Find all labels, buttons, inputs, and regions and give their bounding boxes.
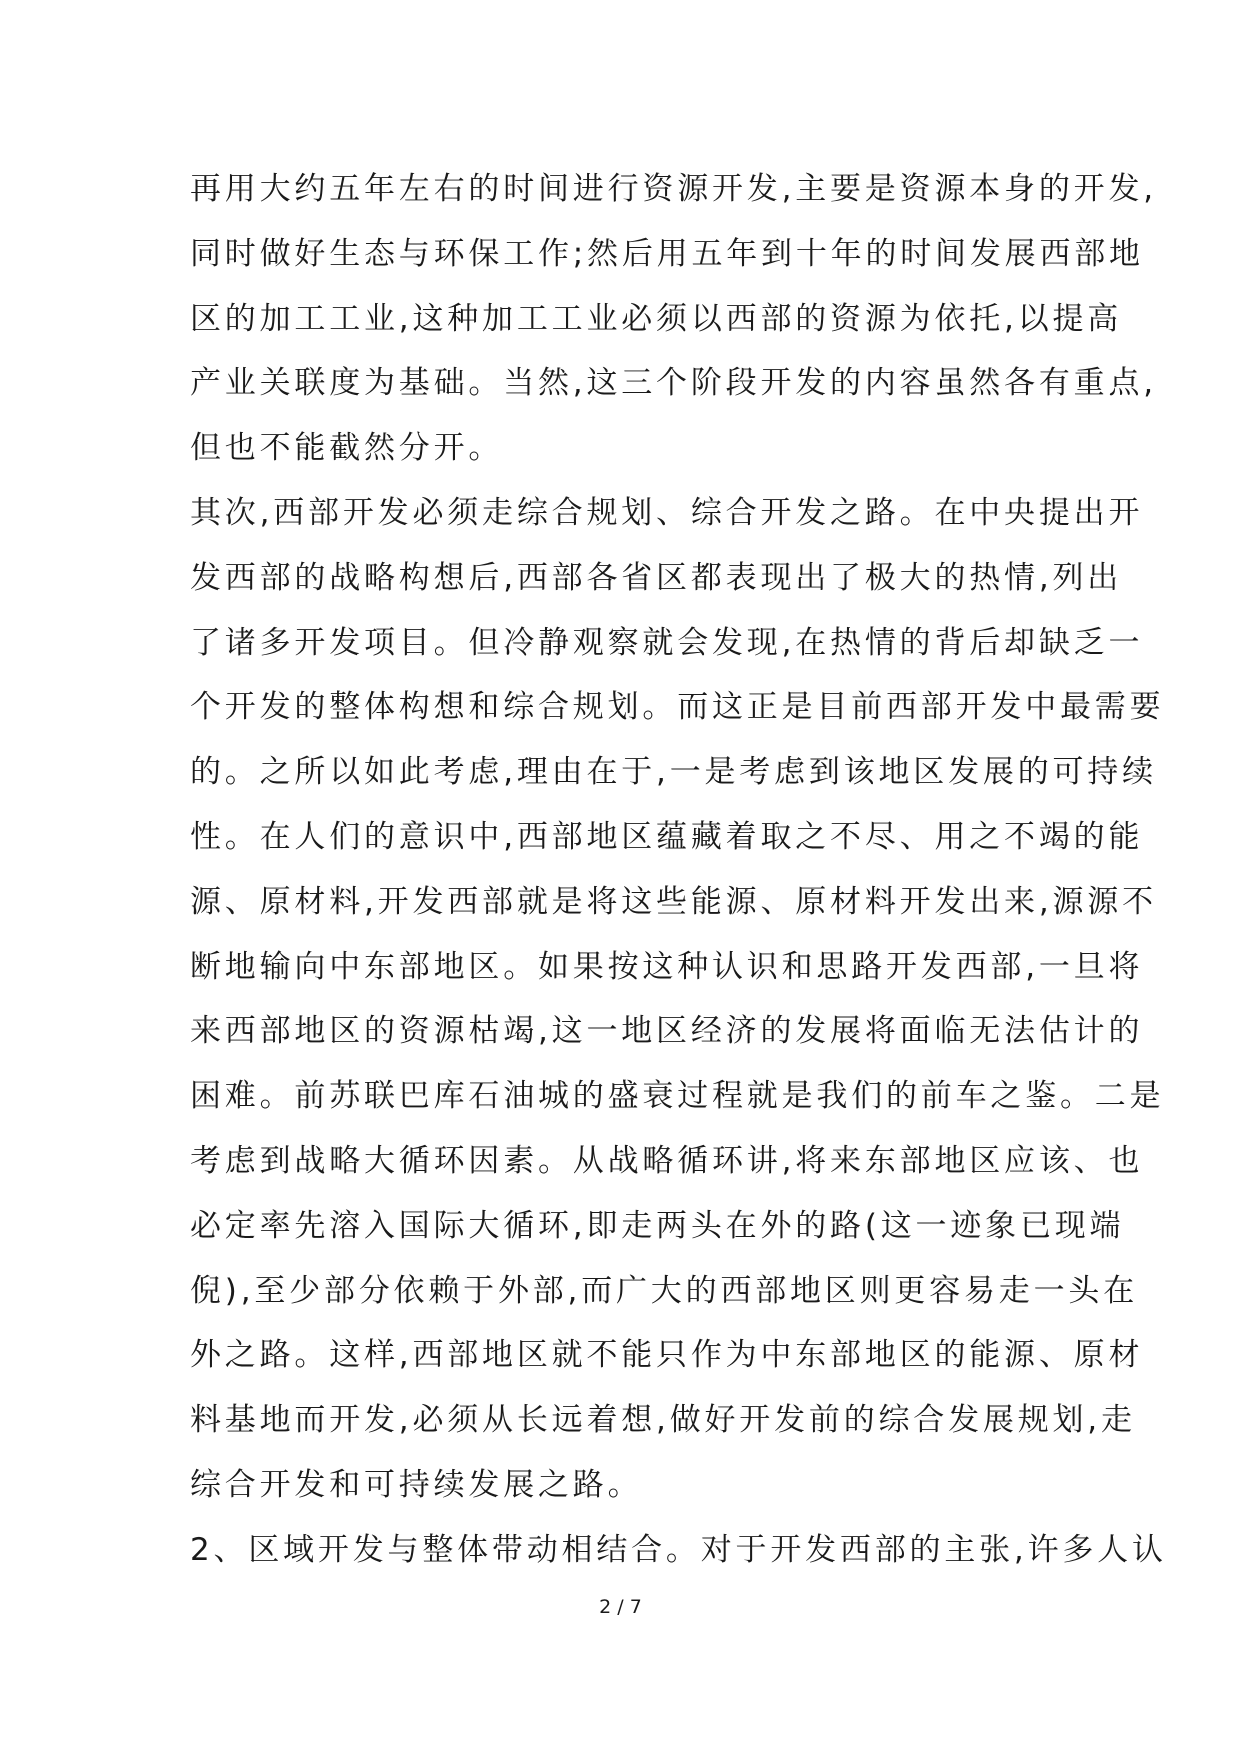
text-line: 料基地而开发,必须从长远着想,做好开发前的综合发展规划,走	[190, 1402, 1136, 1439]
text-line: 外之路。这样,西部地区就不能只作为中东部地区的能源、原材	[190, 1337, 1144, 1374]
text-line: 同时做好生态与环保工作;然后用五年到十年的时间发展西部地	[190, 235, 1144, 272]
text-line: 其次,西部开发必须走综合规划、综合开发之路。在中央提出开	[190, 494, 1144, 531]
text-line: 倪),至少部分依赖于外部,而广大的西部地区则更容易走一头在	[190, 1272, 1138, 1309]
text-line: 性。在人们的意识中,西部地区蕴藏着取之不尽、用之不竭的能	[190, 818, 1144, 855]
text-line: 必定率先溶入国际大循环,即走两头在外的路(这一迹象已现端	[190, 1207, 1125, 1244]
text-line: 发西部的战略构想后,西部各省区都表现出了极大的热情,列出	[190, 559, 1123, 596]
text-line: 再用大约五年左右的时间进行资源开发,主要是资源本身的开发,	[190, 171, 1157, 207]
text-line: 来西部地区的资源枯竭,这一地区经济的发展将面临无法估计的	[190, 1013, 1144, 1050]
text-line: 源、原材料,开发西部就是将这些能源、原材料开发出来,源源不	[190, 883, 1157, 920]
text-line: 2、区域开发与整体带动相结合。对于开发西部的主张,许多人认	[190, 1531, 1167, 1568]
text-line: 综合开发和可持续发展之路。	[190, 1466, 643, 1503]
text-line: 断地输向中东部地区。如果按这种认识和思路开发西部,一旦将	[190, 948, 1144, 985]
text-line: 个开发的整体构想和综合规划。而这正是目前西部开发中最需要	[190, 689, 1165, 726]
page-number: 2 / 7	[599, 1596, 642, 1618]
text-line: 的。之所以如此考虑,理由在于,一是考虑到该地区发展的可持续	[190, 754, 1157, 791]
text-line: 困难。前苏联巴库石油城的盛衰过程就是我们的前车之鉴。二是	[190, 1078, 1165, 1115]
text-line: 产业关联度为基础。当然,这三个阶段开发的内容虽然各有重点,	[190, 365, 1157, 402]
text-line: 但也不能截然分开。	[190, 430, 504, 467]
text-line: 了诸多开发项目。但冷静观察就会发现,在热情的背后却缺乏一	[190, 624, 1144, 661]
text-line: 区的加工工业,这种加工工业必须以西部的资源为依托,以提高	[190, 300, 1123, 337]
text-line: 考虑到战略大循环因素。从战略循环讲,将来东部地区应该、也	[190, 1142, 1144, 1179]
body-text	[190, 157, 1167, 1583]
